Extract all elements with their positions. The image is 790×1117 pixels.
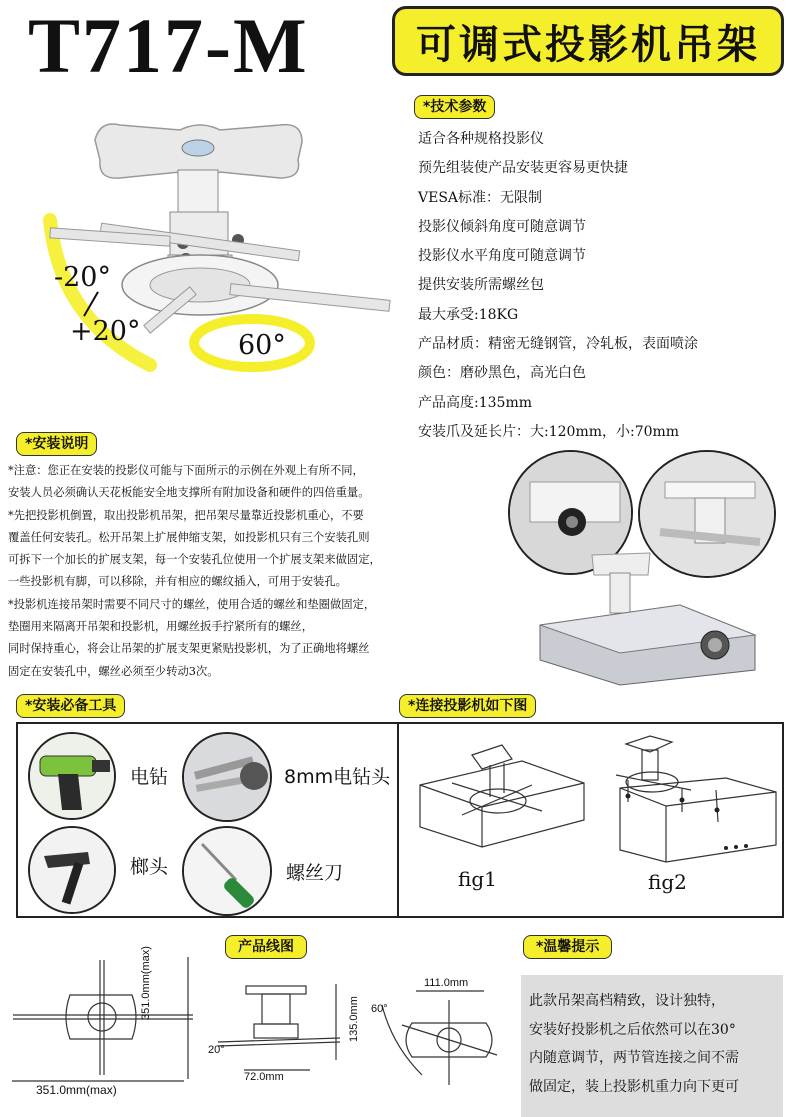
spec-item: 产品高度:135mm (418, 394, 532, 411)
tools-badge: *安装必备工具 (16, 694, 125, 718)
specs-list (418, 125, 790, 447)
dim-top-angle: 60° (371, 1003, 388, 1015)
spec-item: 投影仪倾斜角度可随意调节 (418, 218, 586, 235)
dim-width: 351.0mm(max) (36, 1083, 117, 1097)
install-line: *先把投影机倒置，取出投影机吊架，把吊架尽量靠近投影机重心，不要 (8, 508, 364, 522)
linediagram-badge: 产品线图 (225, 935, 307, 959)
dim-top-width: 111.0mm (424, 977, 469, 989)
tips-line: 此款吊架高档精致，设计独特， (529, 993, 725, 1009)
spec-item: 产品材质：精密无缝钢管，冷轧板，表面喷涂 (418, 336, 698, 353)
line-drawing-top-view (8, 955, 208, 1095)
hammer-icon (28, 826, 116, 914)
install-line: 固定在安装孔中，螺丝必须至少转动3次。 (8, 664, 219, 678)
tool-label-drill: 电钻 (130, 766, 169, 788)
model-number: T717-M (28, 2, 309, 89)
install-line: 垫圈用来隔离开吊架和投影机，用螺丝扳手拧紧所有的螺丝， (8, 620, 314, 634)
spec-item: 投影仪水平角度可随意调节 (418, 248, 586, 265)
tips-badge: *温馨提示 (523, 935, 612, 959)
fig2-label: fig2 (648, 870, 687, 894)
tool-label-screwdriver: 螺丝刀 (286, 862, 344, 884)
dim-height: 351.0mm(max) (140, 946, 152, 1020)
tilt-angle-top: -20° (54, 262, 111, 293)
install-line: 可拆下一个加长的扩展支架，每一个安装孔位使用一个扩展支架来做固定， (8, 553, 381, 567)
line-drawing-angle-view (372, 985, 522, 1095)
dim-side-angle: 20° (208, 1044, 225, 1056)
rotate-angle: 60° (238, 330, 286, 361)
spec-item: 颜色：磨砂黑色，高光白色 (418, 365, 586, 382)
connect-diagram-fig2 (606, 730, 781, 865)
install-line: *投影机连接吊架时需要不同尺寸的螺丝，使用合适的螺丝和垫圈做固定， (8, 597, 376, 611)
tilt-angle-bottom: +20° (70, 316, 141, 347)
install-line: 安装人员必须确认天花板能安全地支撑所有附加设备和硬件的四倍重量。 (8, 486, 370, 500)
connect-diagram-fig1 (412, 735, 592, 855)
spec-item: 预先组装使产品安装更容易更快捷 (418, 160, 628, 177)
drill-icon (28, 732, 116, 820)
install-line: 同时保持重心，将会让吊架的扩展支架更紧贴投影机，为了正确地将螺丝 (8, 642, 370, 656)
install-badge: *安装说明 (16, 432, 97, 456)
connect-badge: *连接投影机如下图 (399, 694, 536, 718)
dim-side-width: 72.0mm (244, 1071, 284, 1083)
spec-item: 适合各种规格投影仪 (418, 131, 544, 147)
spec-item: VESA标准：无限制 (418, 189, 543, 206)
tool-label-drill-bit: 8mm电钻头 (284, 766, 391, 788)
install-line: *注意：您正在安装的投影仪可能与下面所示的示例在外观上有所不同， (8, 464, 364, 477)
dim-side-height: 135.0mm (348, 996, 360, 1042)
product-hero-image (40, 100, 400, 400)
install-line: 覆盖任何安装孔。松开吊架上扩展伸缩支架，如投影机只有三个安装孔则 (8, 530, 370, 544)
tips-panel (521, 975, 783, 1117)
fig1-label: fig1 (458, 867, 497, 891)
install-photo-projector (530, 545, 770, 695)
specs-badge: *技术参数 (414, 95, 495, 119)
screwdriver-icon (182, 826, 272, 916)
spec-item: 安装爪及延长片：大:120mm，小:70mm (418, 423, 680, 440)
spec-item: 最大承受:18KG (418, 306, 519, 323)
install-instructions (8, 460, 440, 683)
tool-label-hammer: 榔头 (130, 856, 169, 878)
install-line: 一些投影机有脚，可以移除，并有相应的螺纹插入，可用于安装孔。 (8, 575, 347, 589)
line-drawing-side-view (210, 980, 360, 1075)
tips-line: 内随意调节，两节管连接之间不需 (529, 1050, 739, 1066)
drill-bit-icon (182, 732, 272, 822)
tips-line: 安装好投影机之后依然可以在30° (529, 1021, 736, 1038)
product-title: 可调式投影机吊架 (392, 6, 784, 76)
tips-line: 做固定，装上投影机重力向下更可 (529, 1078, 739, 1095)
spec-item: 提供安装所需螺丝包 (418, 277, 544, 294)
